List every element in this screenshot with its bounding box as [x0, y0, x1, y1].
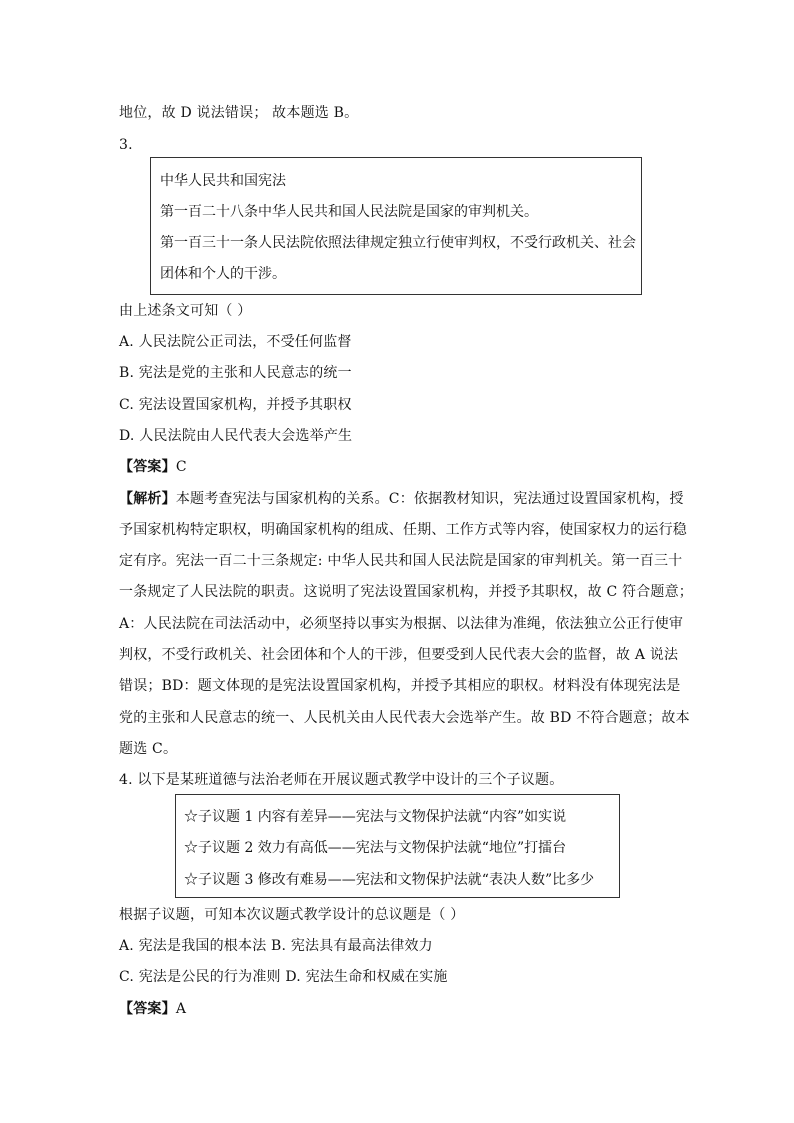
- constitution-excerpt-box: [150, 157, 642, 295]
- excerpt-article-131-line2: 团体和个人的干涉。: [160, 266, 286, 282]
- question-4-question: 根据子议题，可知本次议题式教学设计的总议题是（ ）: [119, 907, 465, 923]
- sub-topics-box: [175, 794, 620, 898]
- excerpt-article-131-line1: 第一百三十一条人民法院依照法律规定独立行使审判权，不受行政机关、社会: [160, 235, 636, 251]
- question-3-analysis-line-8: 党的主张和人民意志的统一、人民机关由人民代表大会选举产生。故 BD 不符合题意；故本: [119, 710, 690, 726]
- excerpt-title: 中华人民共和国宪法: [160, 173, 286, 189]
- question-4-options-row-1: A. 宪法是我国的根本法 B. 宪法具有最高法律效力: [119, 938, 433, 954]
- question-4-stem: 4. 以下是某班道德与法治老师在开展议题式教学中设计的三个子议题。: [119, 772, 564, 788]
- question-3-option-d: D. 人民法院由人民代表大会选举产生: [119, 428, 353, 444]
- question-3-analysis-line-2: 予国家机构特定职权，明确国家机构的组成、任期、工作方式等内容，使国家权力的运行稳: [119, 522, 687, 538]
- question-4-answer: [119, 1000, 186, 1018]
- question-3-analysis-line-7: 错误；BD：题文体现的是宪法设置国家机构，并授予其相应的职权。材料没有体现宪法是: [119, 678, 681, 694]
- question-4-options-row-2: C. 宪法是公民的行为准则 D. 宪法生命和权威在实施: [119, 969, 448, 985]
- analysis-text: 本题考查宪法与国家机构的关系。C：依据教材知识，宪法通过设置国家机构，授: [175, 491, 684, 507]
- sub-topic-2: ☆子议题 2 效力有高低——宪法与文物保护法就“地位”打擂台: [184, 840, 567, 856]
- question-3-option-b: B. 宪法是党的主张和人民意志的统一: [119, 365, 352, 381]
- analysis-label: 【解析】: [119, 491, 176, 507]
- question-3-analysis-line-1: [119, 490, 684, 508]
- question-3-answer: [119, 458, 187, 476]
- question-3-option-a: A. 人民法院公正司法，不受任何监督: [119, 334, 352, 350]
- sub-topic-1: ☆子议题 1 内容有差异——宪法与文物保护法就“内容”如实说: [184, 809, 567, 825]
- question-3-number: 3.: [119, 137, 133, 153]
- question-3-analysis-line-5: A：人民法院在司法活动中，必须坚持以事实为根据、以法律为准绳，依法独立公正行使审: [119, 616, 684, 632]
- sub-topic-3: ☆子议题 3 修改有难易——宪法和文物保护法就“表决人数”比多少: [184, 872, 595, 888]
- answer-value: A: [175, 1001, 187, 1017]
- excerpt-article-128: 第一百二十八条中华人民共和国人民法院是国家的审判机关。: [160, 204, 538, 220]
- question-3-option-c: C. 宪法设置国家机构，并授予其职权: [119, 397, 352, 413]
- question-3-stem: 由上述条文可知（ ）: [119, 303, 252, 319]
- answer-value: C: [175, 459, 187, 475]
- question-3-analysis-line-6: 判权，不受行政机关、社会团体和个人的干涉，但要受到人民代表大会的监督，故 A 说法: [119, 647, 679, 663]
- question-3-analysis-line-3: 定有序。宪法一百二十三条规定: 中华人民共和国人民法院是国家的审判机关。第一百三十: [119, 553, 683, 569]
- prev-answer-tail: 地位，故 D 说法错误； 故本题选 B。: [119, 105, 359, 121]
- question-3-analysis-line-4: 一条规定了人民法院的职责。这说明了宪法设置国家机构，并授予其职权，故 C 符合题意；: [119, 584, 694, 600]
- answer-label: 【答案】: [119, 459, 176, 475]
- question-3-analysis-line-9: 题选 C。: [119, 741, 178, 757]
- answer-label: 【答案】: [119, 1001, 176, 1017]
